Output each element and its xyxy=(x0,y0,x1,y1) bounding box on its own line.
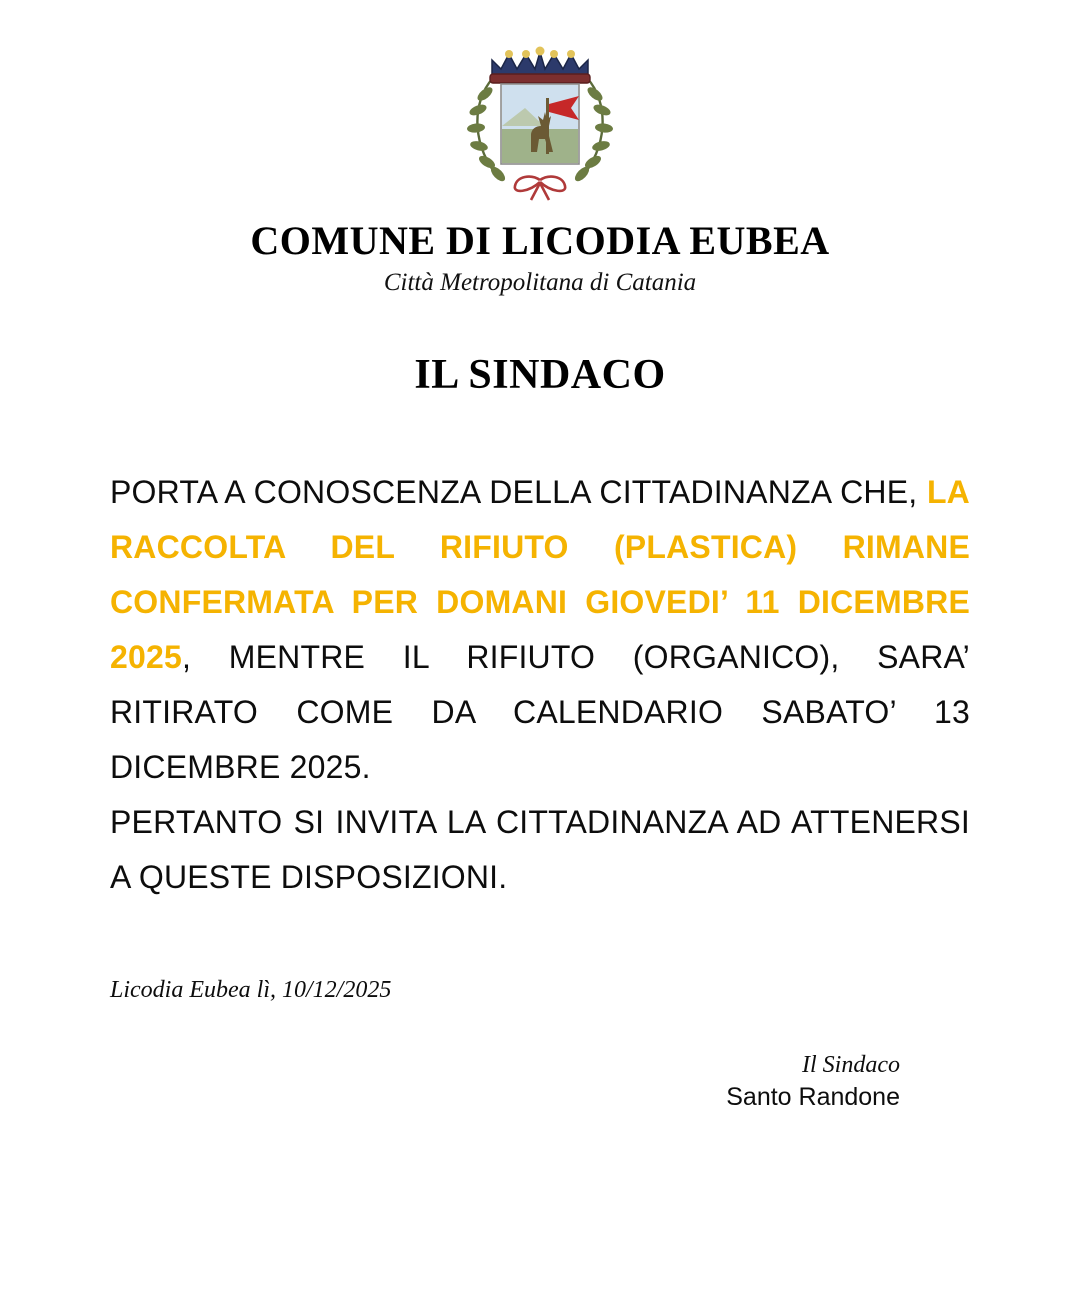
document-title: IL SINDACO xyxy=(414,352,666,398)
notice-paragraph-1 xyxy=(110,465,970,795)
notice-text-lead: PORTA A CONOSCENZA DELLA CITTADINANZA CHE, xyxy=(110,474,927,510)
crest-container xyxy=(110,40,970,205)
signature-role: Il Sindaco xyxy=(802,1052,900,1079)
notice-paragraph-2: PERTANTO SI INVITA LA CITTADINANZA AD ATTENERSI A QUESTE DISPOSIZIONI. xyxy=(110,804,970,896)
coat-of-arms-icon xyxy=(445,40,635,205)
comune-title: COMUNE DI LICODIA EUBEA xyxy=(250,218,830,263)
signature-block xyxy=(110,1052,970,1112)
place-and-date: Licodia Eubea lì, 10/12/2025 xyxy=(110,977,392,1004)
notice-highlight: LA RACCOLTA DEL RIFIUTO (PLASTICA) RIMANE CONFERMATA PER DOMANI GIOVEDI’ 11 DICEMBRE 2025 xyxy=(110,474,970,676)
signature-name: Santo Randone xyxy=(726,1083,900,1112)
notice-body xyxy=(110,465,970,905)
citta-metropolitana-subtitle: Città Metropolitana di Catania xyxy=(383,269,697,296)
notice-text-tail: , MENTRE IL RIFIUTO (ORGANICO), SARA’ RITIRATO COME DA CALENDARIO SABATO’ 13 DICEMBRE 2025. xyxy=(110,639,970,786)
